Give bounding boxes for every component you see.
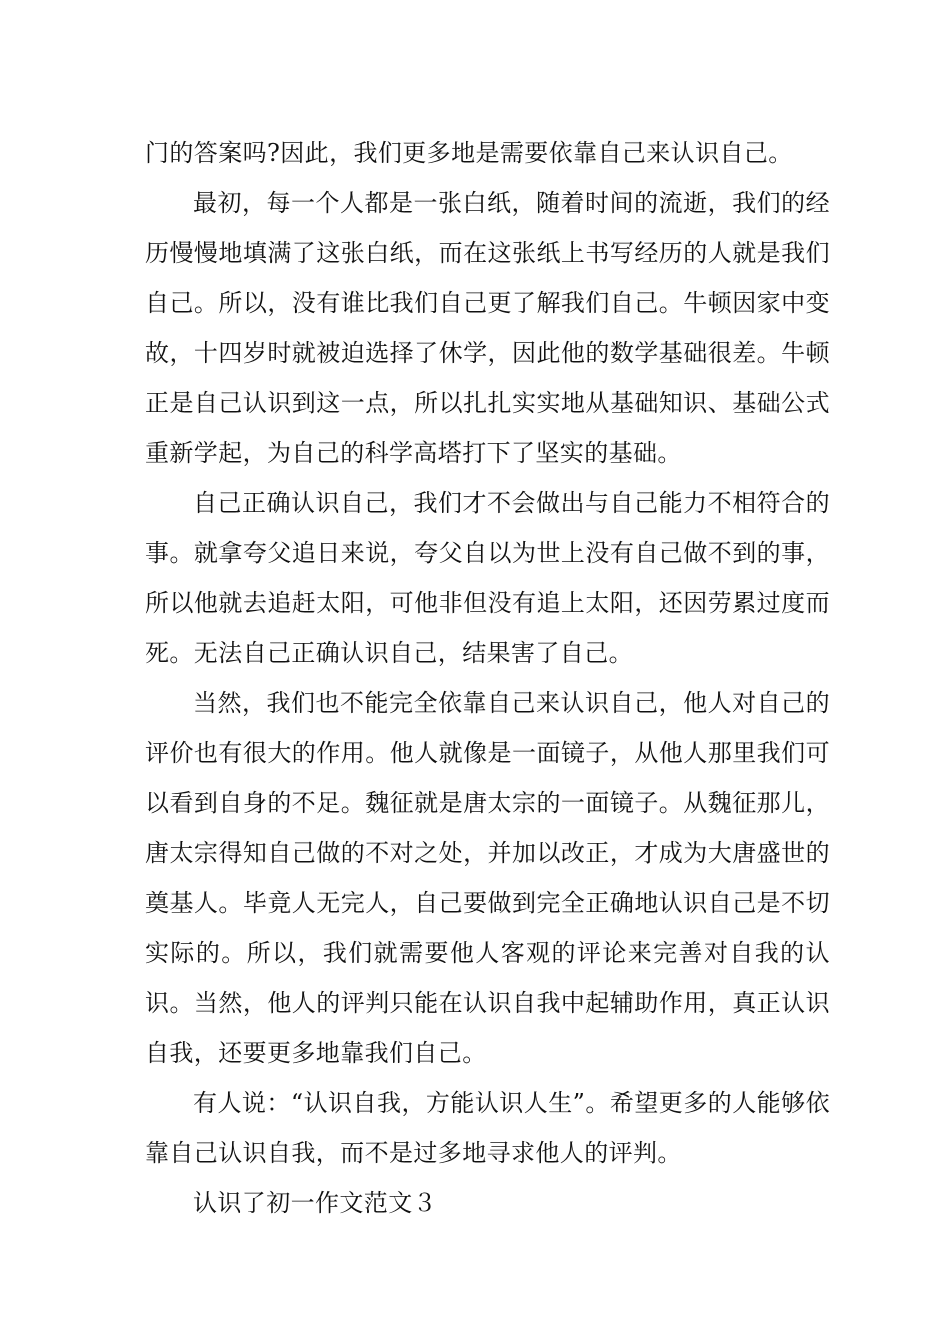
paragraph-weizheng: 当然，我们也不能完全依靠自己来认识自己，他人对自己的评价也有很大的作用。他人就像是一面镜子，从他人那里我们可以看到自身的不足。魏征就是唐太宗的一面镜子。从魏征那儿，唐太宗得知自己做的不对之处，并加以改正，才成为大唐盛世的奠基人。毕竟人无完人，自己要做到完全正确地认识自己是不切实际的。所以，我们就需要他人客观的评论来完善对自我的认识。当然，他人的评判只能在认识自我中起辅助作用，真正认识自我，还要更多地靠我们自己。 <box>145 689 830 1067</box>
section-heading: 认识了初一作文范文３ <box>193 1189 437 1217</box>
paragraph-newton: 最初，每一个人都是一张白纸，随着时间的流逝，我们的经历慢慢地填满了这张白纸，而在这张纸上书写经历的人就是我们自己。所以，没有谁比我们自己更了解我们自己。牛顿因家中变故，十四岁时就被迫选择了休学，因此他的数学基础很差。牛顿正是自己认识到这一点，所以扎扎实实地从基础知识、基础公式重新学起，为自己的科学高塔打下了坚实的基础。 <box>145 189 830 467</box>
paragraph-continuation: 门的答案吗?因此，我们更多地是需要依靠自己来认识自己。 <box>145 139 793 167</box>
document-body <box>145 128 830 1228</box>
paragraph-kuafu: 自己正确认识自己，我们才不会做出与自己能力不相符合的事。就拿夸父追日来说，夸父自以为世上没有自己做不到的事，所以他就去追赶太阳，可他非但没有追上太阳，还因劳累过度而死。无法自己正确认识自己，结果害了自己。 <box>145 489 830 667</box>
paragraph-conclusion: 有人说：“认识自我，方能认识人生”。希望更多的人能够依靠自己认识自我，而不是过多地寻求他人的评判。 <box>145 1089 830 1167</box>
